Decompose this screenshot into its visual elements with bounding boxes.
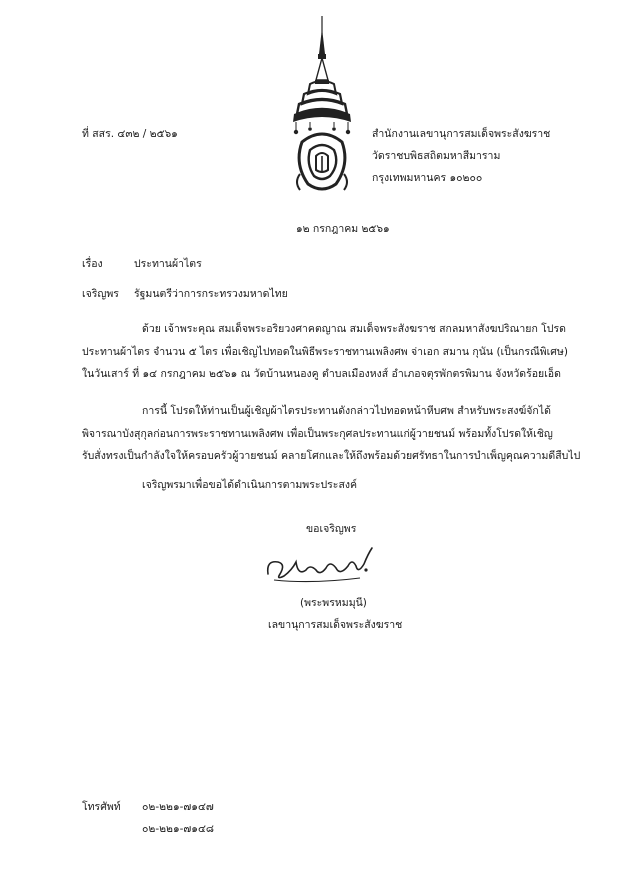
- office-name: สำนักงานเลขานุการสมเด็จพระสังฆราช: [372, 128, 551, 140]
- reference-number: ที่ สสร. ๔๓๒ / ๒๕๖๑: [82, 128, 178, 140]
- phone-number-2: ๐๒-๒๒๑-๗๑๔๘: [142, 823, 215, 835]
- paragraph-2-line-3: รับสั่งทรงเป็นกำลังใจให้ครอบครัวผู้วายชนม์ คลายโศกและให้ถึงพร้อมด้วยศรัทธาในการบำเพ็ญคุณความดีสืบไป: [82, 450, 581, 462]
- phone-number-1: ๐๒-๒๒๑-๗๑๔๗: [142, 801, 214, 813]
- paragraph-1-line-1: ด้วย เจ้าพระคุณ สมเด็จพระอริยวงศาคตญาณ สมเด็จพระสังฆราช สกลมหาสังฆปริณายก โปรด: [142, 323, 566, 335]
- letter-date: ๑๒ กรกฎาคม ๒๕๖๑: [296, 223, 390, 235]
- supreme-patriarch-emblem-icon: [290, 14, 354, 219]
- paragraph-1-line-3: ในวันเสาร์ ที่ ๑๔ กรกฎาคม ๒๕๖๑ ณ วัดบ้านหนองคู ตำบลเมืองหงส์ อำเภอจตุรพักตรพิมาน จังหวัดร้อยเอ็ด: [82, 368, 561, 380]
- paragraph-2-line-1: การนี้ โปรดให้ท่านเป็นผู้เชิญผ้าไตรประทานดังกล่าวไปทอดหน้าหีบศพ สำหรับพระสงฆ์จักได้: [142, 405, 551, 417]
- recipient-label: เจริญพร: [82, 288, 119, 300]
- closing-text: ขอเจริญพร: [306, 523, 357, 535]
- phone-label: โทรศัพท์: [82, 801, 121, 813]
- subject-label: เรื่อง: [82, 258, 103, 270]
- paragraph-2: [82, 400, 581, 468]
- paragraph-3: เจริญพรมาเพื่อขอได้ดำเนินการตามพระประสงค์: [142, 479, 357, 491]
- signer-name: (พระพรหมมุนี): [300, 597, 367, 609]
- office-temple: วัดราชบพิธสถิตมหาสีมาราม: [372, 150, 501, 162]
- paragraph-1-line-2: ประทานผ้าไตร จำนวน ๕ ไตร เพื่อเชิญไปทอดในพิธีพระราชทานเพลิงศพ จ่าเอก สมาน กุนัน (เป็นกรณีพิเศษ): [82, 345, 568, 358]
- paragraph-1: [82, 318, 568, 386]
- subject-text: ประทานผ้าไตร: [134, 258, 202, 270]
- recipient-text: รัฐมนตรีว่าการกระทรวงมหาดไทย: [134, 288, 288, 300]
- handwritten-signature: [262, 540, 382, 588]
- signer-title: เลขานุการสมเด็จพระสังฆราช: [268, 619, 403, 631]
- office-city: กรุงเทพมหานคร ๑๐๒๐๐: [372, 172, 483, 184]
- paragraph-2-line-2: พิจารณาบังสุกุลก่อนการพระราชทานเพลิงศพ เพื่อเป็นพระกุศลประทานแก่ผู้วายชนม์ พร้อมทั้งโปรดให้เชิญ: [82, 427, 553, 440]
